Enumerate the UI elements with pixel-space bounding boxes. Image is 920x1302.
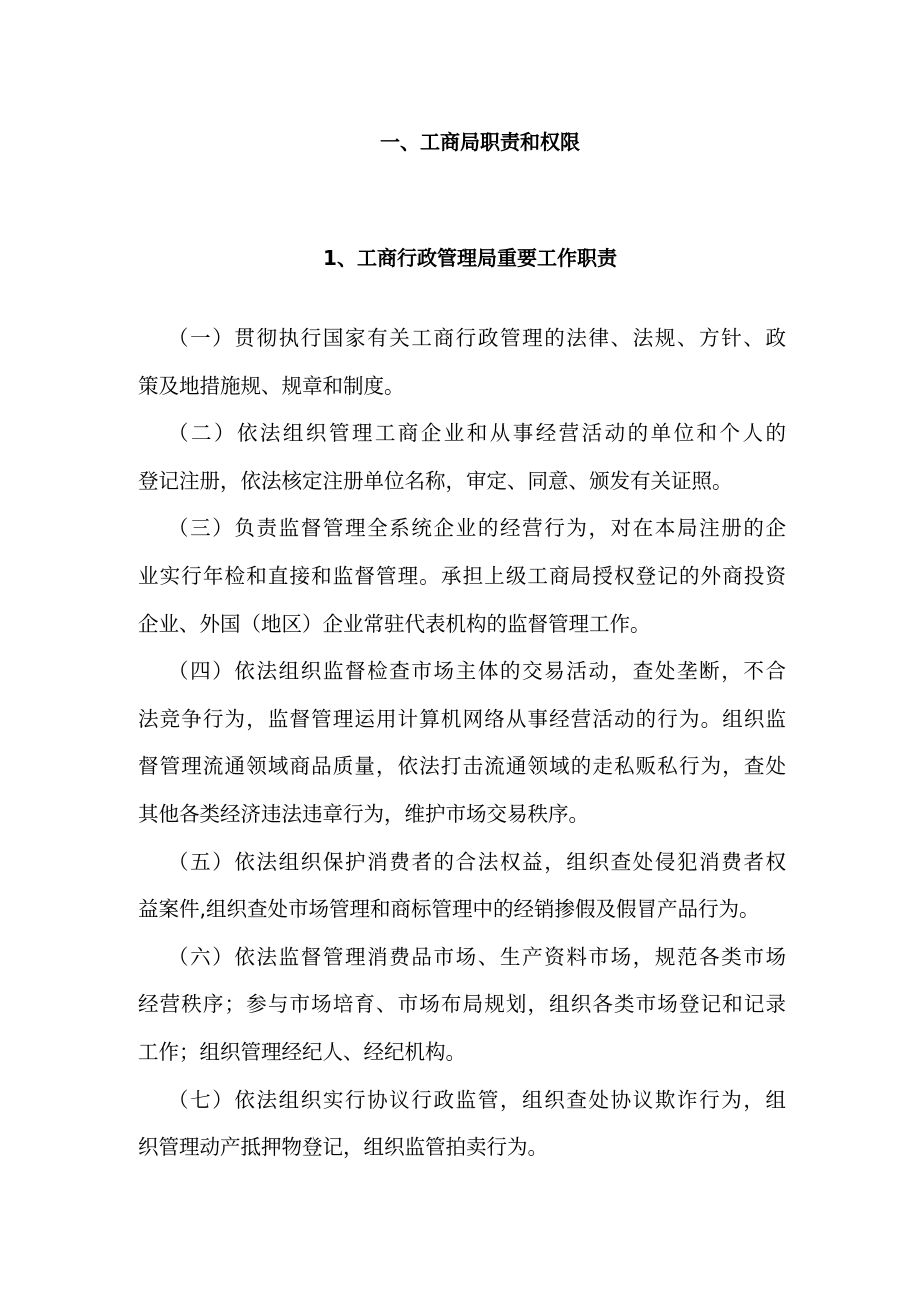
paragraph-line: （七）依法组织实行协议行政监管，组织查处协议欺诈行为，组: [168, 1087, 786, 1112]
paragraph-line: （三）负责监督管理全系统企业的经营行为，对在本局注册的企: [168, 516, 786, 541]
document-title: 一、工商局职责和权限: [380, 130, 580, 154]
paragraph: [138, 1082, 786, 1177]
paragraph-line: 其他各类经济违法违章行为，维护市场交易秩序。: [138, 801, 589, 826]
document-body: [138, 320, 786, 1177]
paragraph-line: 织管理动产抵押物登记，组织监管拍卖行为。: [138, 1135, 548, 1160]
paragraph: [138, 939, 786, 1082]
paragraph: [138, 510, 786, 653]
paragraph-line: 工作；组织管理经纪人、经纪机构。: [138, 1039, 466, 1064]
paragraph-line: （二）依法组织管理工商企业和从事经营活动的单位和个人的: [168, 421, 786, 446]
paragraph-line: （六）依法监督管理消费品市场、生产资料市场，规范各类市场: [168, 944, 786, 969]
paragraph: [138, 320, 786, 415]
paragraph-line: 策及地措施规、规章和制度。: [138, 373, 405, 398]
section-heading: 1、工商行政管理局重要工作职责: [323, 246, 617, 270]
paragraph-line: 登记注册，依法核定注册单位名称，审定、同意、颁发有关证照。: [138, 468, 733, 493]
paragraph-line: 益案件,组织查处市场管理和商标管理中的经销掺假及假冒产品行为。: [138, 897, 760, 922]
paragraph: [138, 415, 786, 510]
paragraph-line: 法竞争行为，监督管理运用计算机网络从事经营活动的行为。组织监: [138, 706, 786, 731]
paragraph-line: （四）依法组织监督检查市场主体的交易活动，查处垄断，不合: [168, 659, 786, 684]
paragraph-line: 督管理流通领域商品质量，依法打击流通领域的走私贩私行为，查处: [138, 754, 786, 779]
paragraph: [138, 844, 786, 939]
paragraph-line: （一）贯彻执行国家有关工商行政管理的法律、法规、方针、政: [168, 326, 786, 350]
paragraph-line: 企业、外国（地区）企业常驻代表机构的监督管理工作。: [138, 611, 651, 636]
paragraph-line: 经营秩序；参与市场培育、市场布局规划，组织各类市场登记和记录: [138, 992, 786, 1017]
paragraph: [138, 653, 786, 843]
paragraph-line: （五）依法组织保护消费者的合法权益，组织查处侵犯消费者权: [168, 849, 786, 874]
paragraph-line: 业实行年检和直接和监督管理。承担上级工商局授权登记的外商投资: [138, 563, 786, 588]
